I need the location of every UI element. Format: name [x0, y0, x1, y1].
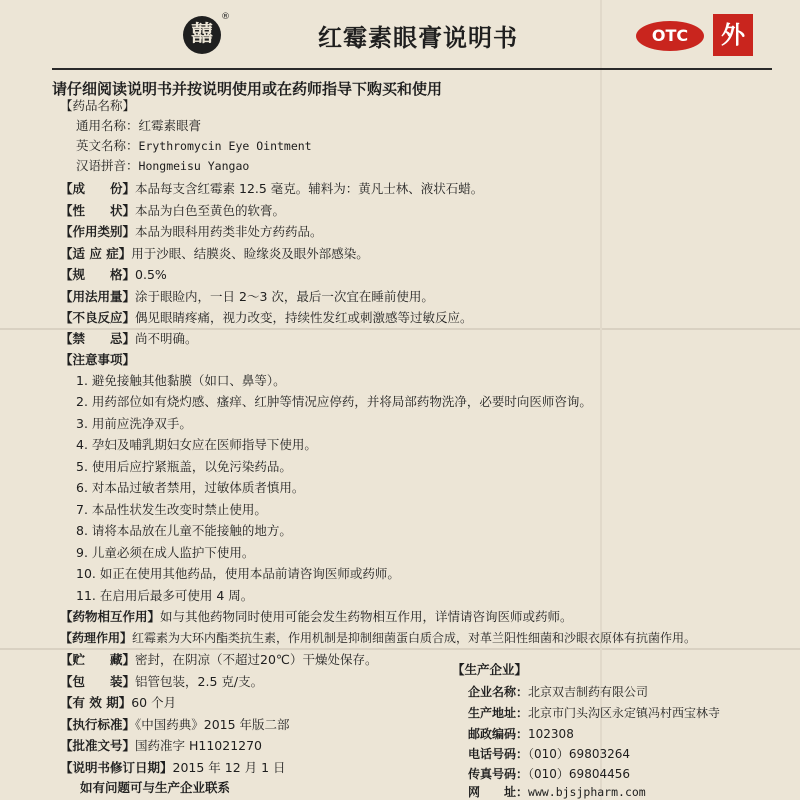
manufacturer-row-value: 北京双吉制药有限公司: [528, 685, 649, 699]
adverse-reactions-value: 偶见眼睛疼痛，视力改变，持续性发红或刺激感等过敏反应。: [135, 310, 473, 325]
validity-value: 60 个月: [131, 695, 177, 710]
package-label: 【包 装】: [60, 674, 136, 689]
manufacturer-row-label: 生产地址：: [468, 706, 529, 720]
pinyin-name-value: Hongmeisu Yangao: [138, 159, 250, 173]
manufacturer-heading: [452, 662, 527, 678]
contraindications-label: 【禁 忌】: [60, 331, 136, 346]
external-use-badge: 外: [713, 14, 753, 56]
precaution-item: 10. 如正在使用其他药品，使用本品前请咨询医师或药师。: [76, 566, 400, 581]
dosage-label: 【用法用量】: [60, 289, 136, 304]
manufacturer-row-label: 传真号码：: [468, 767, 529, 781]
precaution-item: 4. 孕妇及哺乳期妇女应在医师指导下使用。: [76, 437, 317, 452]
category-row: [60, 224, 323, 240]
paper-fold-line: [600, 0, 602, 800]
interactions-label: 【药物相互作用】: [60, 609, 161, 624]
manufacturer-row-value: 北京市门头沟区永定镇冯村西宝林寺: [528, 706, 721, 720]
package-row: [60, 674, 263, 690]
storage-label: 【贮 藏】: [60, 652, 136, 667]
paper-fold-line: [0, 648, 800, 650]
specification-value: 0.5%: [135, 267, 167, 282]
generic-name-value: 红霉素眼膏: [138, 118, 202, 133]
english-name-row: [76, 138, 312, 154]
adverse-reactions-label: 【不良反应】: [60, 310, 136, 325]
standard-value: 《中国药典》2015 年版二部: [135, 717, 290, 732]
english-name-value: Erythromycin Eye Ointment: [138, 139, 312, 153]
composition-value: 本品每支含红霉素 12.5 毫克。辅料为：黄凡士林、液状石蜡。: [135, 181, 484, 196]
precaution-item: 2. 用药部位如有烧灼感、瘙痒、红肿等情况应停药，并将局部药物洗净，必要时向医师咨询。: [76, 394, 592, 409]
english-name-label: 英文名称：: [76, 138, 139, 153]
precaution-item: 11. 在启用后最多可使用 4 周。: [76, 588, 254, 603]
manufacturer-row-value: www.bjsjpharm.com: [528, 785, 646, 799]
precautions-heading: [60, 352, 135, 368]
specification-row: [60, 267, 167, 283]
manufacturer-row-value: 102308: [528, 727, 574, 741]
revision-date-label: 【说明书修订日期】: [60, 760, 173, 775]
drug-name-heading: 【药品名称】: [60, 98, 136, 113]
manufacturer-row: [468, 784, 646, 800]
properties-value: 本品为白色至黄色的软膏。: [135, 203, 286, 218]
pharmacology-label: 【药理作用】: [60, 631, 133, 645]
precaution-item: 8. 请将本品放在儿童不能接触的地方。: [76, 523, 292, 538]
storage-row: [60, 652, 377, 668]
generic-name-row: [76, 118, 201, 134]
otc-badge: OTC: [636, 21, 704, 51]
manufacturer-row-label: 邮政编码：: [468, 727, 529, 741]
indications-label: 【适 应 症】: [60, 246, 132, 261]
indications-row: [60, 246, 369, 262]
manufacturer-row-value: （010）69804456: [528, 767, 630, 781]
pharmacology-row: [60, 630, 696, 646]
contraindications-row: [60, 331, 198, 347]
validity-label: 【有 效 期】: [60, 695, 132, 710]
contraindications-value: 尚不明确。: [135, 331, 198, 346]
approval-row: [60, 738, 262, 754]
indications-value: 用于沙眼、结膜炎、睑缘炎及眼外部感染。: [131, 246, 369, 261]
document-title: 红霉素眼膏说明书: [318, 24, 518, 52]
revision-date-row: [60, 760, 286, 776]
precaution-item: 5. 使用后应拧紧瓶盖，以免污染药品。: [76, 459, 292, 474]
contact-note: 如有问题可与生产企业联系: [80, 780, 231, 795]
standard-label: 【执行标准】: [60, 717, 136, 732]
precautions-heading-text: 【注意事项】: [60, 352, 136, 367]
manufacturer-row: [468, 726, 574, 742]
composition-label: 【成 份】: [60, 181, 136, 196]
manufacturer-row: [468, 766, 630, 782]
header-divider: [52, 68, 772, 70]
dosage-value: 涂于眼睑内，一日 2～3 次，最后一次宜在睡前使用。: [135, 289, 434, 304]
specification-label: 【规 格】: [60, 267, 136, 282]
manufacturer-row-label: 企业名称：: [468, 685, 529, 699]
manufacturer-row: [468, 705, 720, 721]
storage-value: 密封，在阴凉（不超过20℃）干燥处保存。: [135, 652, 378, 667]
properties-row: [60, 203, 285, 219]
package-value: 铝管包装，2.5 克/支。: [135, 674, 264, 689]
precaution-item: 6. 对本品过敏者禁用，过敏体质者慎用。: [76, 480, 305, 495]
interactions-row: [60, 609, 573, 625]
precaution-item: 9. 儿童必须在成人监护下使用。: [76, 545, 255, 560]
manufacturer-row: [468, 684, 648, 700]
standard-row: [60, 717, 290, 733]
precaution-item: 7. 本品性状发生改变时禁止使用。: [76, 502, 267, 517]
category-label: 【作用类别】: [60, 224, 136, 239]
adverse-reactions-row: [60, 310, 473, 326]
pharmacology-value: 红霉素为大环内酯类抗生素，作用机制是抑制细菌蛋白质合成，对革兰阳性细菌和沙眼衣原体有抗菌作用。: [132, 631, 697, 645]
pinyin-name-row: [76, 158, 249, 174]
validity-row: [60, 695, 176, 711]
paper-fold-line: [0, 328, 800, 330]
manufacturer-row-value: （010）69803264: [528, 747, 630, 761]
manufacturer-row-label: 电话号码：: [468, 747, 529, 761]
dosage-row: [60, 289, 434, 305]
revision-date-value: 2015 年 12 月 1 日: [172, 760, 286, 775]
pinyin-name-label: 汉语拼音：: [76, 158, 139, 173]
approval-value: 国药准字 H11021270: [135, 738, 263, 753]
manufacturer-heading-text: 【生产企业】: [452, 662, 528, 677]
precaution-item: 3. 用前应洗净双手。: [76, 416, 192, 431]
manufacturer-row-label: 网 址：: [468, 785, 529, 799]
properties-label: 【性 状】: [60, 203, 136, 218]
double-happiness-logo: 囍: [183, 16, 221, 54]
composition-row: [60, 181, 483, 197]
interactions-value: 如与其他药物同时使用可能会发生药物相互作用，详情请咨询医师或药师。: [160, 609, 573, 624]
precaution-item: 1. 避免接触其他黏膜（如口、鼻等）。: [76, 373, 286, 388]
registered-mark: ®: [221, 12, 230, 22]
approval-label: 【批准文号】: [60, 738, 136, 753]
manufacturer-row: [468, 746, 630, 762]
usage-warning: 请仔细阅读说明书并按说明使用或在药师指导下购买和使用: [52, 80, 443, 98]
generic-name-label: 通用名称：: [76, 118, 139, 133]
category-value: 本品为眼科用药类非处方药药品。: [135, 224, 323, 239]
